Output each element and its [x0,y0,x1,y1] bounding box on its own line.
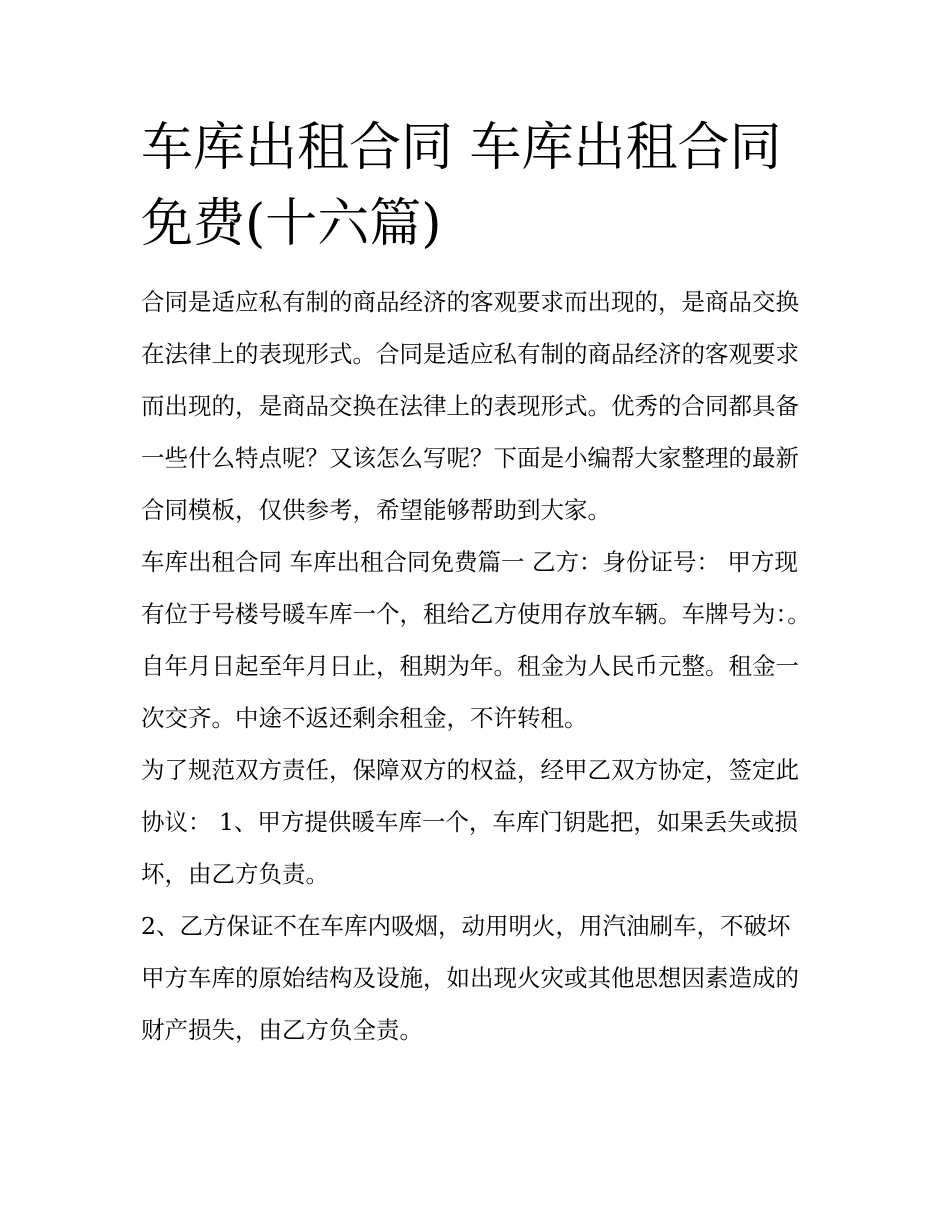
document-title: 车库出租合同 车库出租合同免费(十六篇) [141,118,782,254]
paragraph-clause-2: 2、乙方保证不在车库内吸烟，动用明火，用汽油刷车，不破坏甲方车库的原始结构及设施，如出现火灾或其他思想因素造成的财产损失，由乙方负全责。 [141,912,799,1044]
paragraph-intro: 合同是适应私有制的商品经济的客观要求而出现的，是商品交换在法律上的表现形式。合同是适应私有制的商品经济的客观要求而出现的，是商品交换在法律上的表现形式。优秀的合同都具备一些什么特点呢？又该怎么写呢？下面是小编帮大家整理的最新合同模板，仅供参考，希望能够帮助到大家。 [141,288,799,524]
paragraph-term: 自年月日起至年月日止，租期为年。租金为人民币元整。租金一次交齐。中途不返还剩余租金，不许转租。 [141,652,799,732]
document-body [141,276,813,1056]
paragraph-parties: 车库出租合同 车库出租合同免费篇一 乙方：身份证号： 甲方现有位于号楼号暖车库一个，租给乙方使用存放车辆。车牌号为：。 [141,548,811,628]
paragraph-clause-1: 为了规范双方责任，保障双方的权益，经甲乙双方协定，签定此协议： 1、甲方提供暖车库一个，车库门钥匙把，如果丢失或损坏，由乙方负责。 [141,756,799,888]
